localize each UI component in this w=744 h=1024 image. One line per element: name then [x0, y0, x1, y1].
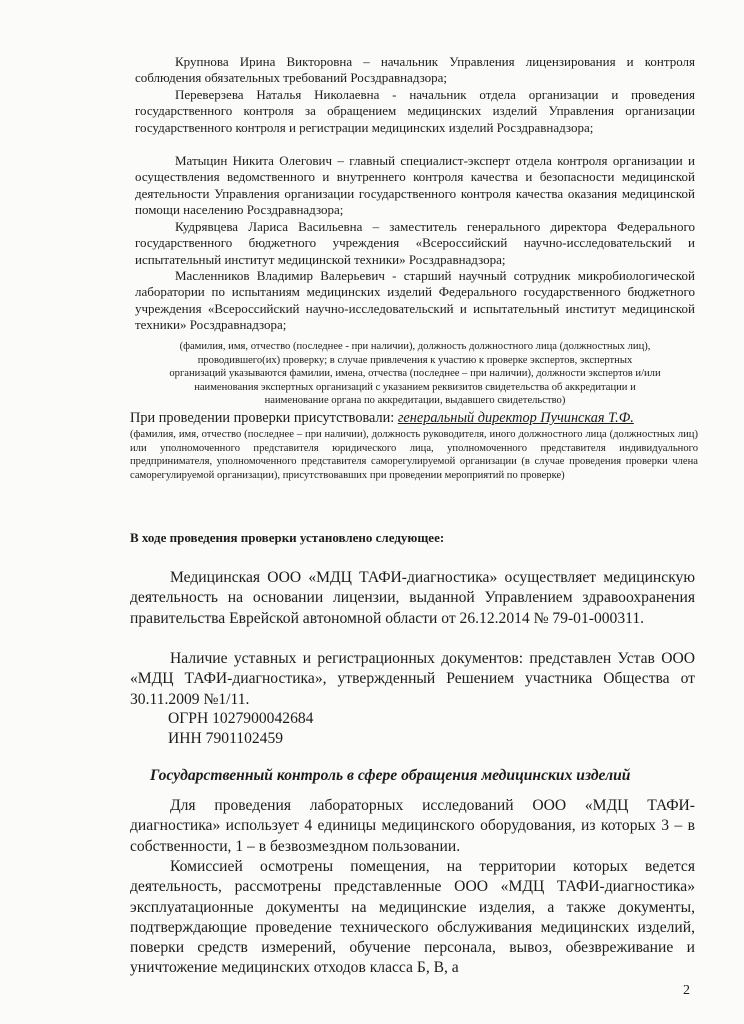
- member-pereverzeva: Переверзева Наталья Николаевна - начальник отдела организации и проведения государственного контроля за обращением медицинских изделий Управления организации государственного контроля и регистрации медицинских изделий Росздравнадзора;: [135, 87, 695, 135]
- equipment-paragraph: Для проведения лабораторных исследований ООО «МДЦ ТАФИ-диагностика» использует 4 единицы медицинского оборудования, из которых 3 – в собственности, 1 – в безвозмездном пользовании.: [130, 797, 695, 855]
- page-number: 2: [683, 983, 690, 998]
- section-heading: Государственный контроль в сфере обращения медицинских изделий: [150, 767, 631, 784]
- experts-note-line: (фамилия, имя, отчество (последнее - при наличии), должность должностного лица (должностных лиц),: [179, 341, 651, 352]
- experts-note-line: наименования экспертных организаций с указанием реквизитов свидетельства об аккредитации и: [194, 381, 636, 393]
- member-maslennikov: Масленников Владимир Валерьевич - старший научный сотрудник микробиологической лаборатории по испытаниям медицинских изделий Федерального государственного бюджетного учреждения «Всероссийский научно-исследовательский и испытательный институт медицинской техники» Росздравнадзора;: [135, 268, 695, 333]
- charter-paragraph: Наличие уставных и регистрационных документов: представлен Устав ООО «МДЦ ТАФИ-диагностика», утвержденный Решением участника Общества от 30.11.2009 №1/11.: [130, 650, 695, 708]
- inn: ИНН 7901102459: [168, 730, 284, 747]
- member-krupnova: Крупнова Ирина Викторовна – начальник Управления лицензирования и контроля соблюдения обязательных требований Росздравнадзора;: [135, 54, 695, 86]
- member-matytsin: Матыцин Никита Олегович – главный специалист-эксперт отдела контроля организации и осуществления ведомственного и внутреннего контроля качества и безопасности медицинской деятельности Управления организации государственного контроля качества оказания медицинской помощи населению Росздравнадзора;: [135, 153, 695, 218]
- experts-note: [120, 340, 710, 408]
- ogrn: ОГРН 1027900042684: [168, 710, 314, 727]
- experts-note-line: наименование органа по аккредитации, выдавшего свидетельство): [264, 395, 566, 407]
- presence-note: (фамилия, имя, отчество (последнее – при наличии), должность руководителя, иного должностного лица (должностных лиц) или уполномоченного представителя юридического лица, уполномоченного представителя индивидуального предпринимателя, уполномоченного представителя саморегулируемой организации (в случае проведения проверки члена саморегулируемой организации), присутствовавших при проведении мероприятий по проверке): [130, 429, 698, 481]
- presence-value: генеральный директор Пучинская Т.Ф.: [397, 410, 634, 426]
- presence-label: При проведении проверки присутствовали:: [130, 410, 395, 426]
- premises-paragraph: Комиссией осмотрены помещения, на территории которых ведется деятельность, рассмотрены представленные ООО «МДЦ ТАФИ-диагностика» эксплуатационные документы на медицинские изделия, а также документы, подтверждающие проведение технического обслуживания медицинских изделий, поверки средств измерений, обучение персонала, вывоз, обезвреживание и уничтожение медицинских отходов класса Б, В, а: [130, 858, 695, 977]
- license-paragraph: Медицинская ООО «МДЦ ТАФИ-диагностика» осуществляет медицинскую деятельность на основании лицензии, выданной Управлением здравоохранения правительства Еврейской автономной области от 26.12.2014 № 79-01-000311.: [130, 569, 695, 627]
- experts-note-line: проводившего(их) проверку; в случае привлечения к участию к проверке экспертов, экспертных: [197, 354, 633, 366]
- presence-line: [130, 409, 710, 427]
- findings-heading: В ходе проведения проверки установлено следующее:: [130, 530, 445, 545]
- experts-note-line: организаций указываются фамилии, имена, отчества (последнее – при наличии), должности экспертов и/или: [169, 368, 661, 380]
- member-kudryavtseva: Кудрявцева Лариса Васильевна – заместитель генерального директора Федерального государственного бюджетного учреждения «Всероссийский научно-исследовательский и испытательный институт медицинской техники» Росздравнадзора;: [135, 219, 695, 267]
